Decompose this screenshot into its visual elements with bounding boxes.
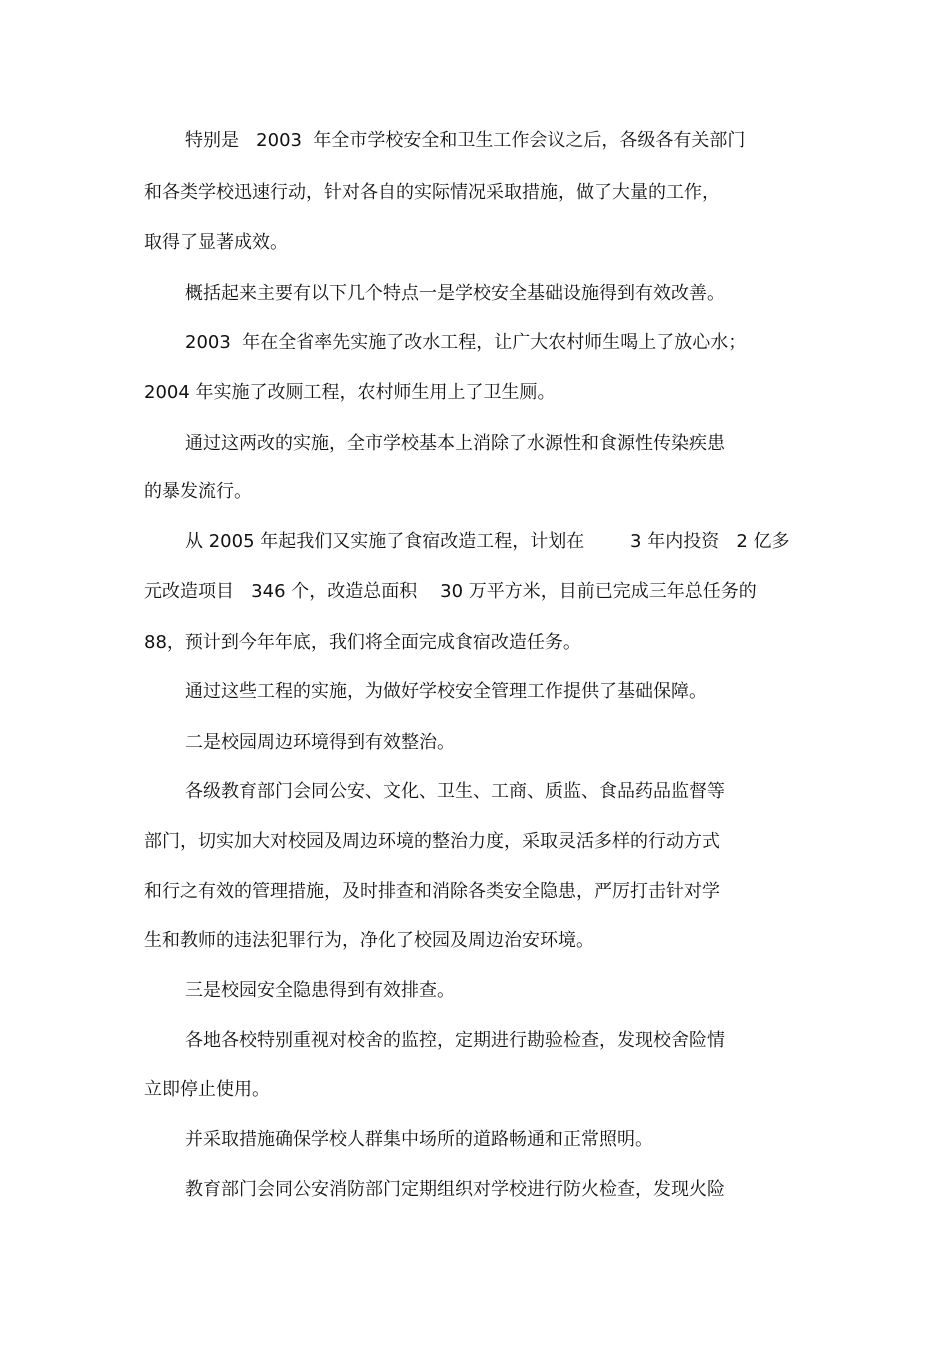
text-line: 取得了显著成效。 xyxy=(144,232,288,253)
text-line: 通过这两改的实施，全市学校基本上消除了水源性和食源性传染疾患 xyxy=(185,433,725,454)
text-line: 2003 年在全省率先实施了改水工程，让广大农村师生喝上了放心水； xyxy=(185,332,747,353)
text-line: 概括起来主要有以下几个特点一是学校安全基础设施得到有效改善。 xyxy=(185,283,725,304)
text-line: 生和教师的违法犯罪行为，净化了校园及周边治安环境。 xyxy=(144,930,594,951)
text-line: 部门，切实加大对校园及周边环境的整治力度，采取灵活多样的行动方式 xyxy=(144,831,720,852)
text-line: 元改造项目 346 个，改造总面积 30 万平方米，目前已完成三年总任务的 xyxy=(144,581,757,602)
text-line: 88，预计到今年年底，我们将全面完成食宿改造任务。 xyxy=(144,632,581,653)
text-line: 特别是 2003 年全市学校安全和卫生工作会议之后，各级各有关部门 xyxy=(185,130,746,151)
text-line: 二是校园周边环境得到有效整治。 xyxy=(185,732,455,753)
text-line: 和各类学校迅速行动，针对各自的实际情况采取措施，做了大量的工作， xyxy=(144,182,720,203)
text-line: 各地各校特别重视对校舍的监控，定期进行勘验检查，发现校舍险情 xyxy=(185,1030,725,1051)
text-line: 通过这些工程的实施，为做好学校安全管理工作提供了基础保障。 xyxy=(185,681,707,702)
text-line: 教育部门会同公安消防部门定期组织对学校进行防火检查，发现火险 xyxy=(185,1179,725,1200)
text-line: 和行之有效的管理措施，及时排查和消除各类安全隐患，严厉打击针对学 xyxy=(144,881,720,902)
text-line: 2004 年实施了改厕工程，农村师生用上了卫生厕。 xyxy=(144,382,556,403)
text-line: 从 2005 年起我们又实施了食宿改造工程，计划在 3 年内投资 2 亿多 xyxy=(185,531,790,552)
text-line: 的暴发流行。 xyxy=(144,481,252,502)
text-line: 三是校园安全隐患得到有效排查。 xyxy=(185,980,455,1001)
text-line: 各级教育部门会同公安、文化、卫生、工商、质监、食品药品监督等 xyxy=(185,781,725,802)
text-line: 并采取措施确保学校人群集中场所的道路畅通和正常照明。 xyxy=(185,1129,653,1150)
text-line: 立即停止使用。 xyxy=(144,1079,270,1100)
